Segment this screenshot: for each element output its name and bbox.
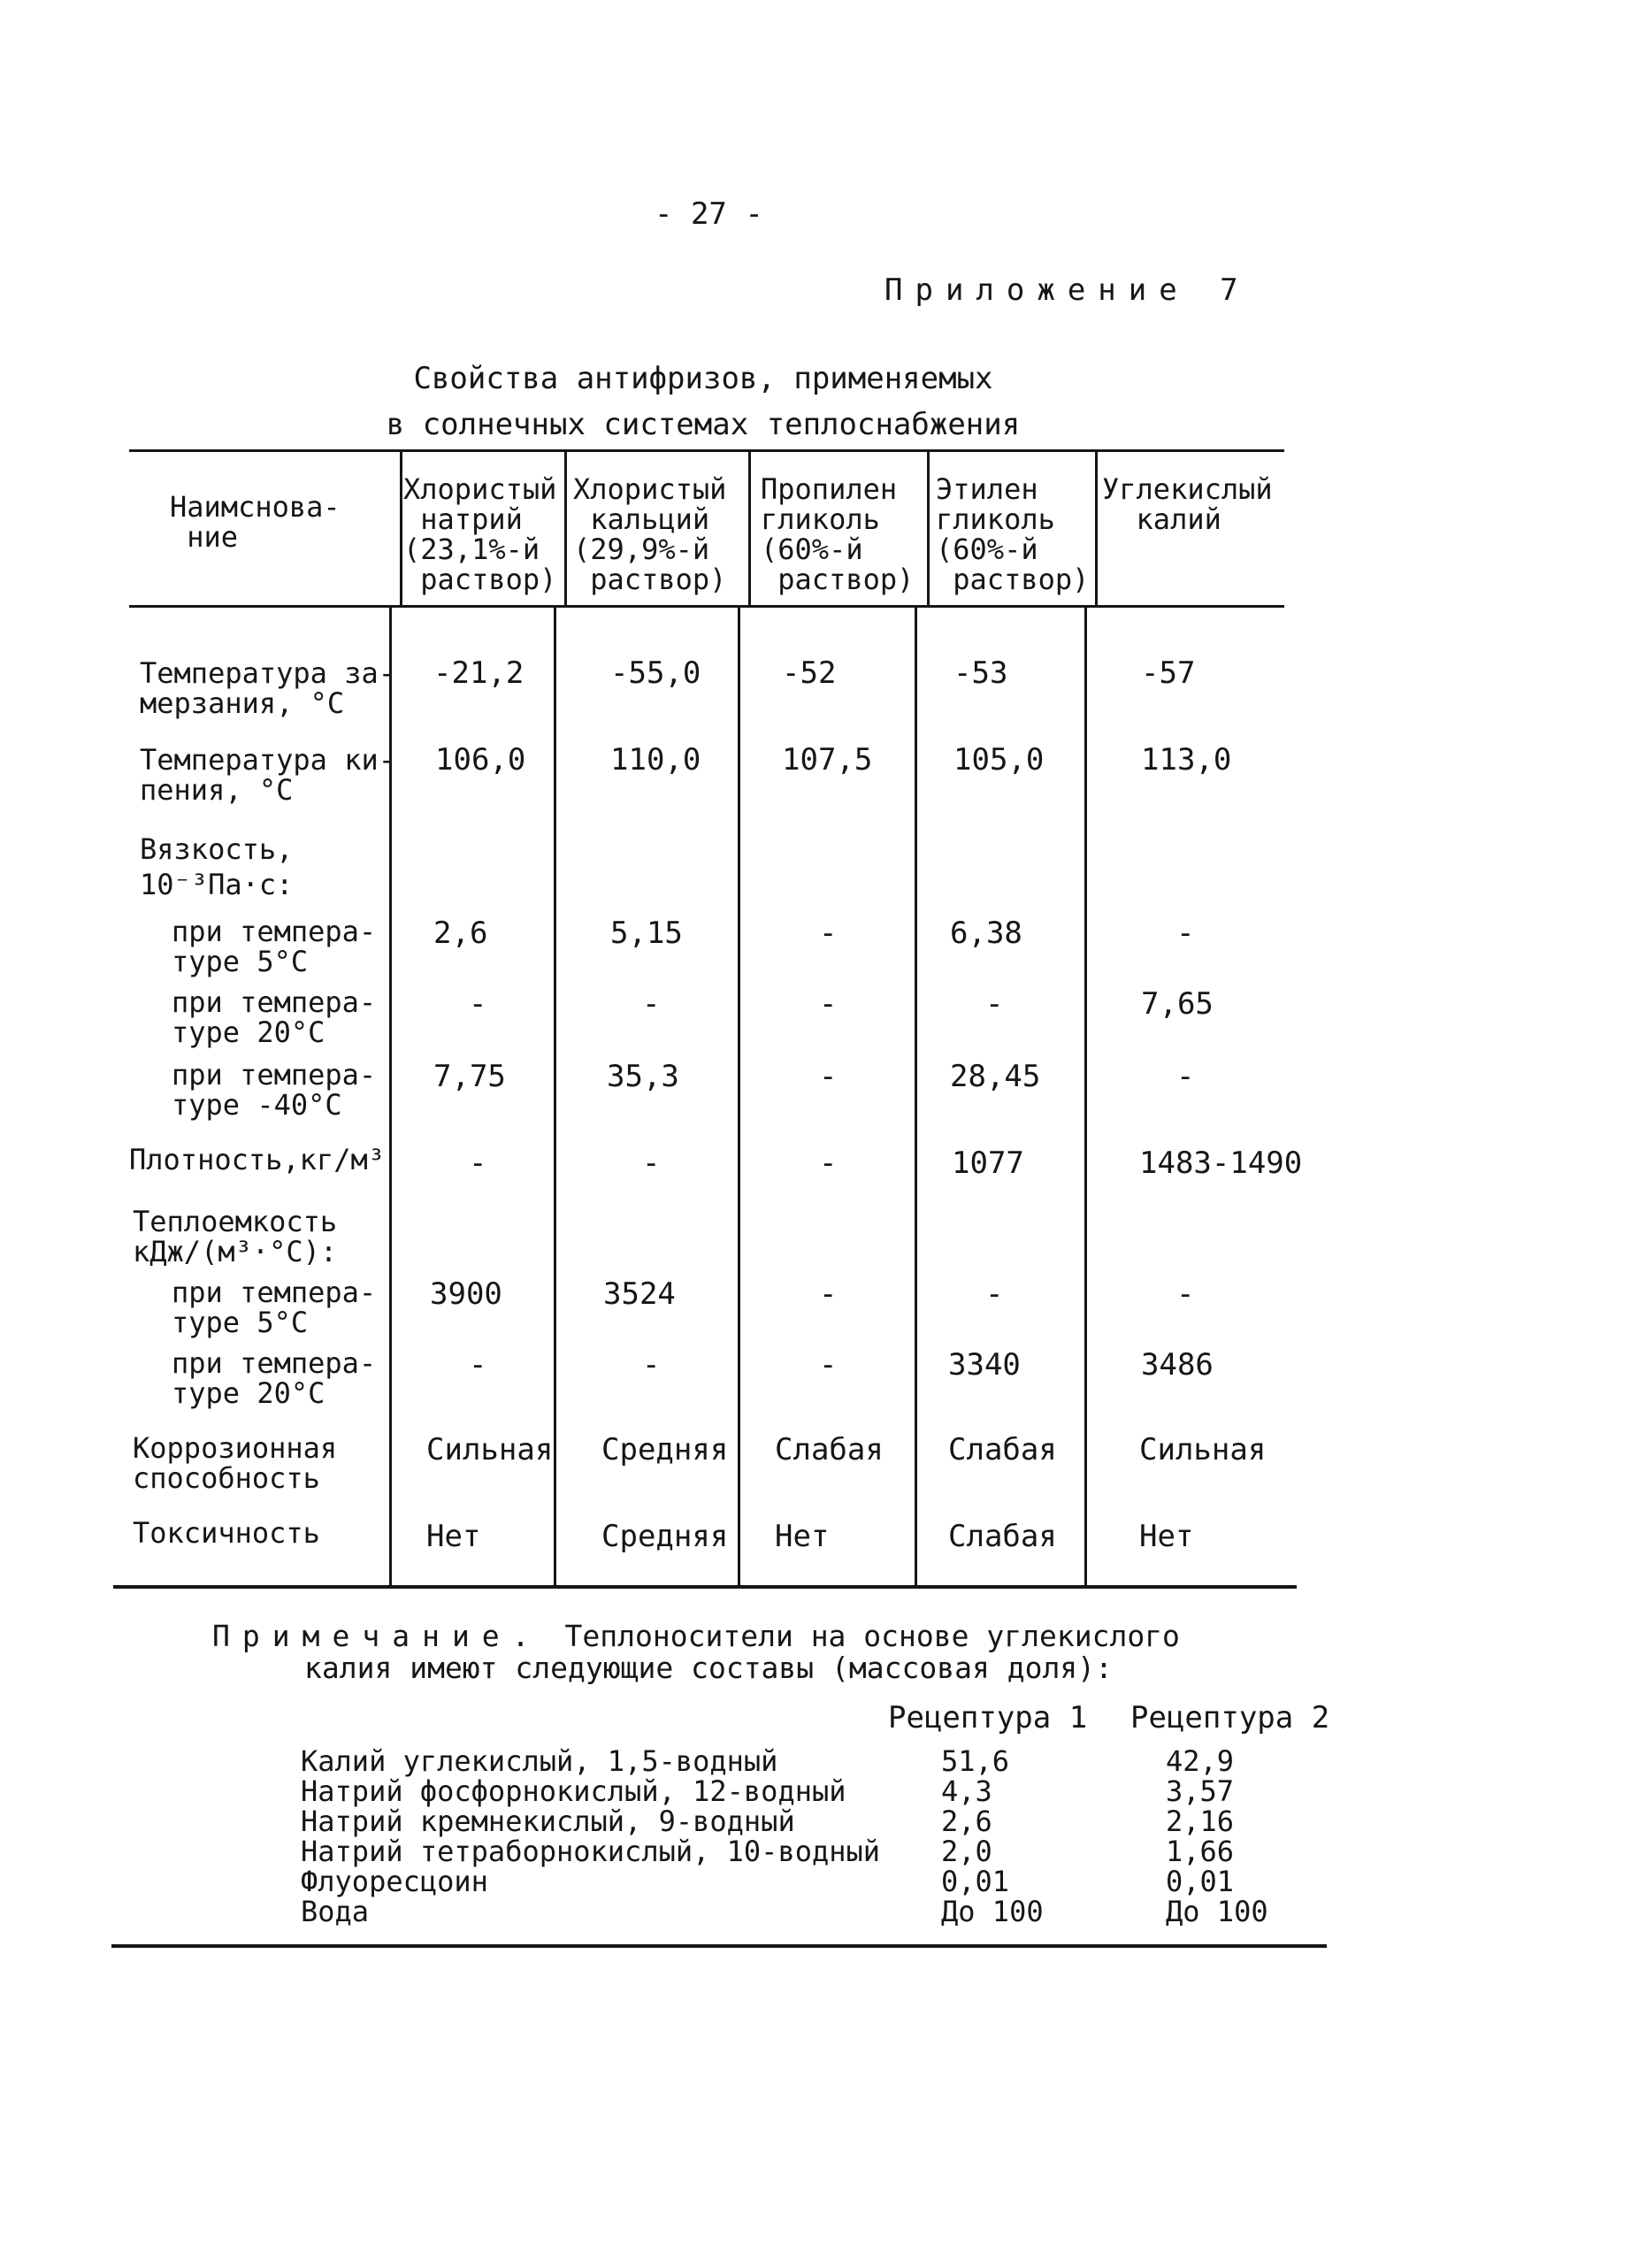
table-cell: -57 [1141, 655, 1196, 691]
recipe-ingredient: Флуоресцоин [301, 1865, 488, 1898]
recipe-ingredient: Натрий тетраборнокислый, 10-водный [301, 1835, 881, 1868]
recipes-bottom-rule [111, 1944, 1327, 1948]
recipe-1-value: До 100 [941, 1895, 1044, 1928]
table-cell: -52 [782, 655, 837, 691]
row-label-freezing-temp: Температура за- мерзания, °С [140, 656, 395, 720]
table-cell: Нет [426, 1519, 481, 1554]
table-cell: - [642, 1145, 661, 1181]
table-cell: - [642, 1347, 661, 1383]
header-divider [1095, 451, 1098, 607]
column-header-name: Наимснова- ние [170, 490, 341, 554]
table-cell: 3900 [430, 1276, 502, 1312]
table-header-rule [129, 605, 1284, 608]
table-cell: Слабая [775, 1432, 884, 1467]
note-lead: Примечание. [212, 1619, 542, 1653]
recipe-1-value: 2,0 [941, 1835, 992, 1868]
column-header-potassium-carbonate: Углекислый калий [1102, 472, 1273, 536]
table-bottom-rule [113, 1585, 1297, 1589]
table-cell: - [469, 986, 487, 1022]
recipe-2-value: До 100 [1166, 1895, 1268, 1928]
table-cell: 110,0 [610, 742, 701, 778]
table-cell: 105,0 [953, 742, 1045, 778]
table-cell: -55,0 [610, 655, 701, 691]
table-cell: - [1176, 916, 1195, 951]
recipe-ingredient: Натрий фосфорнокислый, 12-водный [301, 1774, 846, 1808]
column-header-sodium-chloride: Хлористый натрий (23,1%-й раствор) [403, 472, 557, 596]
table-cell: -53 [953, 655, 1008, 691]
row-label-boiling-temp: Температура ки- пения, °С [140, 743, 395, 807]
table-cell: 3340 [948, 1347, 1021, 1383]
table-title-line-2: в солнечных системах теплоснабжения [386, 407, 1021, 442]
recipe-ingredient: Калий углекислый, 1,5-водный [301, 1744, 778, 1778]
table-cell: - [469, 1145, 487, 1181]
table-cell: Средняя [601, 1519, 729, 1554]
recipe-1-value: 2,6 [941, 1804, 992, 1838]
table-cell: 107,5 [782, 742, 873, 778]
table-cell: 3524 [603, 1276, 676, 1312]
table-cell: - [819, 1145, 838, 1181]
table-cell: - [1176, 1276, 1195, 1312]
row-label-heat-capacity-20c: при темпера- туре 20°С [172, 1346, 377, 1410]
recipe-1-value: 4,3 [941, 1774, 992, 1808]
row-label-viscosity-5c: при темпера- туре 5°С [172, 915, 377, 978]
table-title [371, 356, 1035, 448]
table-cell: Нет [1139, 1519, 1194, 1554]
table-cell: - [1176, 1059, 1195, 1094]
page-number: - 27 - [655, 196, 763, 232]
table-cell: Сильная [1139, 1432, 1267, 1467]
table-cell: - [819, 1059, 838, 1094]
row-label-corrosivity: Коррозионная способность [133, 1431, 338, 1495]
recipe-header-2: Рецептура 2 [1130, 1700, 1330, 1735]
recipe-2-value: 42,9 [1166, 1744, 1235, 1778]
table-cell: 35,3 [607, 1059, 679, 1094]
recipe-2-value: 0,01 [1166, 1865, 1235, 1898]
recipe-1-value: 51,6 [941, 1744, 1010, 1778]
appendix-label: Приложение 7 [884, 272, 1251, 308]
table-cell: 113,0 [1141, 742, 1232, 778]
table-cell: 5,15 [610, 916, 683, 951]
table-cell: 7,65 [1141, 986, 1214, 1022]
row-label-viscosity: Вязкость, 10⁻³Па·с: [140, 832, 294, 901]
note [212, 1621, 1180, 1652]
table-cell: 3486 [1141, 1347, 1214, 1383]
recipe-header-1: Рецептура 1 [888, 1700, 1088, 1735]
table-cell: - [985, 986, 1004, 1022]
recipe-1-value: 0,01 [941, 1865, 1010, 1898]
header-divider [927, 451, 930, 607]
header-divider [400, 451, 402, 607]
note-text-line-1: Теплоносители на основе углекислого [564, 1619, 1180, 1653]
recipe-ingredient: Натрий кремнекислый, 9-водный [301, 1804, 795, 1838]
body-divider [1084, 607, 1087, 1585]
recipe-2-value: 3,57 [1166, 1774, 1235, 1808]
column-header-calcium-chloride: Хлористый кальций (29,9%-й раствор) [573, 472, 727, 596]
table-cell: 1483-1490 [1139, 1145, 1303, 1181]
table-cell: - [469, 1347, 487, 1383]
recipe-ingredient: Вода [301, 1895, 370, 1928]
table-cell: Нет [775, 1519, 830, 1554]
table-cell: - [819, 1347, 838, 1383]
table-cell: 1077 [952, 1145, 1024, 1181]
table-cell: 6,38 [950, 916, 1022, 951]
row-label-heat-capacity-5c: при темпера- туре 5°С [172, 1276, 377, 1339]
table-cell: - [819, 1276, 838, 1312]
table-top-rule [129, 449, 1284, 452]
table-cell: Слабая [948, 1519, 1057, 1554]
body-divider [554, 607, 556, 1585]
header-divider [564, 451, 567, 607]
row-label-density: Плотность,кг/м³ [129, 1143, 385, 1176]
table-cell: - [819, 916, 838, 951]
table-cell: - [985, 1276, 1004, 1312]
body-divider [915, 607, 917, 1585]
recipe-2-value: 1,66 [1166, 1835, 1235, 1868]
table-cell: - [642, 986, 661, 1022]
body-divider [738, 607, 740, 1585]
table-cell: Слабая [948, 1432, 1057, 1467]
table-cell: - [819, 986, 838, 1022]
row-label-heat-capacity: Теплоемкость кДж/(м³·°С): [133, 1205, 338, 1268]
table-cell: Средняя [601, 1432, 729, 1467]
table-cell: 2,6 [433, 916, 488, 951]
column-header-propylene-glycol: Пропилен гликоль (60%-й раствор) [761, 472, 915, 596]
column-header-ethylene-glycol: Этилен гликоль (60%-й раствор) [936, 472, 1090, 596]
table-cell: Сильная [426, 1432, 554, 1467]
row-label-viscosity-minus40c: при темпера- туре -40°С [172, 1058, 377, 1122]
header-divider [748, 451, 751, 607]
table-title-line-1: Свойства антифризов, применяемых [413, 361, 993, 396]
table-cell: -21,2 [433, 655, 525, 691]
row-label-viscosity-20c: при темпера- туре 20°С [172, 985, 377, 1049]
row-label-toxicity: Токсичность [133, 1516, 320, 1550]
table-cell: 7,75 [433, 1059, 506, 1094]
note-line-2: калия имеют следующие составы (массовая доля): [304, 1651, 1113, 1685]
table-cell: 28,45 [950, 1059, 1041, 1094]
recipe-2-value: 2,16 [1166, 1804, 1235, 1838]
table-cell: 106,0 [435, 742, 526, 778]
